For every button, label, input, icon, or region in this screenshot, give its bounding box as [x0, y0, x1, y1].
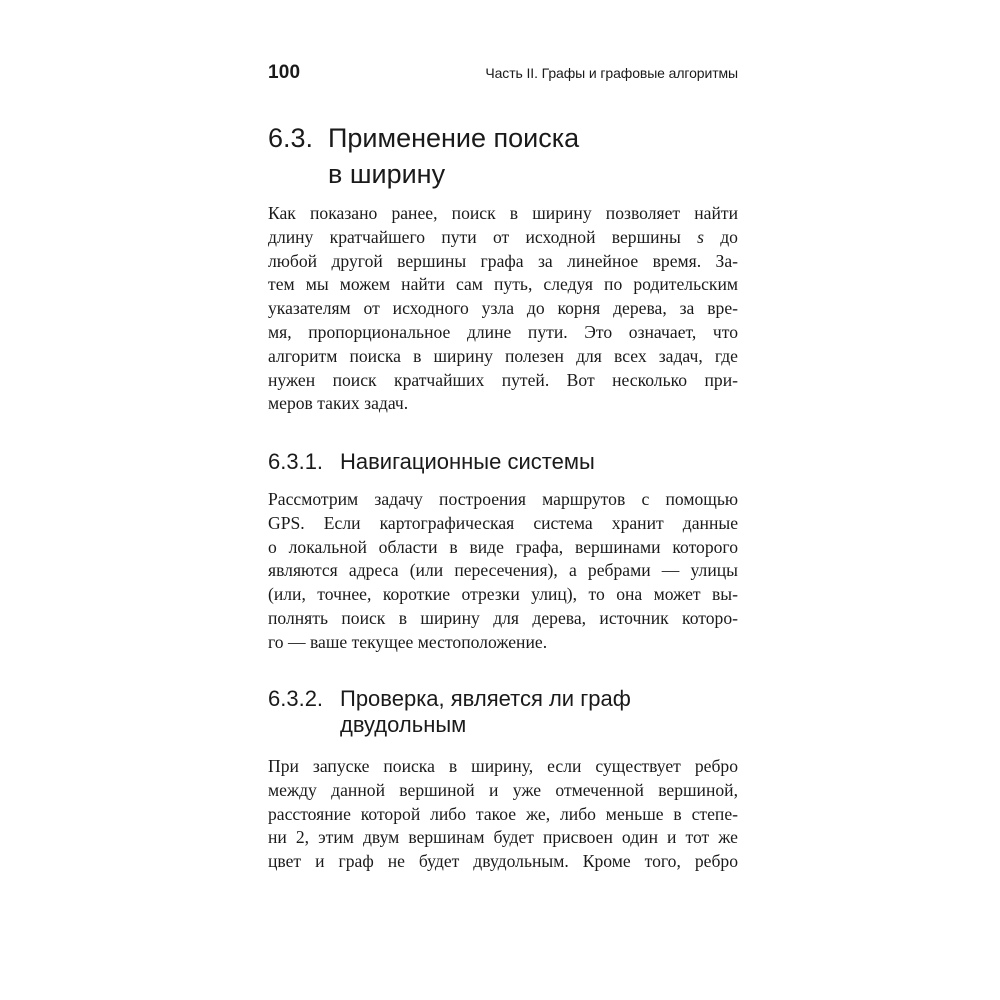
text-line: меров таких задач.	[268, 393, 409, 414]
section-number: 6.3.	[268, 123, 314, 153]
text-line: го — ваше текущее местоположение.	[268, 631, 548, 652]
text-line	[268, 226, 738, 250]
subsection-title	[340, 686, 738, 738]
text-line: цвет и граф не будет двудольным. Кроме того, ребро	[268, 851, 738, 872]
subsection-paragraph-bipartite	[268, 755, 738, 874]
subsection-paragraph-navigation	[268, 488, 738, 655]
text-line: мя, пропорциональное длине пути. Это означает, что	[268, 321, 738, 342]
text-line: GPS. Если картографическая система хранит данные	[268, 512, 738, 533]
text-span: длину кратчайшего пути от исходной вершины	[268, 226, 698, 247]
text-line: нужен поиск кратчайших путей. Вот несколько при-	[268, 369, 738, 390]
text-line: любой другой вершины графа за линейное время. За-	[268, 250, 738, 271]
section-heading	[268, 120, 738, 192]
text-line: расстояние которой либо такое же, либо меньше в степе-	[268, 803, 738, 824]
section-paragraph	[268, 202, 738, 416]
text-line: указателям от исходного узла до корня дерева, за вре-	[268, 298, 738, 319]
subsection-title-line: Проверка, является ли граф	[340, 686, 631, 711]
subsection-title-line: двудольным	[340, 712, 467, 737]
page-number: 100	[268, 62, 301, 83]
running-title: Часть II. Графы и графовые алгоритмы	[485, 65, 738, 81]
text-line: алгоритм поиска в ширину полезен для всех задач, где	[268, 345, 738, 366]
text-line: (или, точнее, короткие отрезки улиц), то она может вы-	[268, 584, 738, 605]
text-line: Рассмотрим задачу построения маршрутов с помощью	[268, 489, 738, 509]
section-title-line: Применение поиска	[328, 123, 580, 153]
running-head	[268, 62, 738, 86]
text-line: между данной вершиной и уже отмеченной вершиной,	[268, 779, 738, 800]
text-line: о локальной области в виде графа, вершинами которого	[268, 536, 738, 557]
subsection-title: Навигационные системы	[340, 449, 595, 474]
section-title	[328, 120, 738, 192]
subsection-number: 6.3.2.	[268, 686, 324, 711]
variable-s: s	[697, 226, 704, 247]
text-line: ни 2, этим двум вершинам будет присвоен один и тот же	[268, 827, 738, 848]
subsection-heading-navigation	[268, 449, 738, 475]
book-page	[268, 0, 738, 1000]
subsection-number: 6.3.1.	[268, 449, 324, 474]
section-title-line: в ширину	[328, 159, 446, 189]
text-line: полнять поиск в ширину для дерева, источник которо-	[268, 607, 738, 628]
subsection-heading-bipartite	[268, 686, 738, 738]
text-span: до	[703, 226, 738, 247]
text-line: Как показано ранее, поиск в ширину позволяет найти	[268, 203, 738, 223]
text-line: являются адреса (или пересечения), а ребрами — улицы	[268, 560, 738, 581]
text-line: тем мы можем найти сам путь, следуя по родительским	[268, 274, 738, 295]
text-line: При запуске поиска в ширину, если существует ребро	[268, 756, 738, 776]
